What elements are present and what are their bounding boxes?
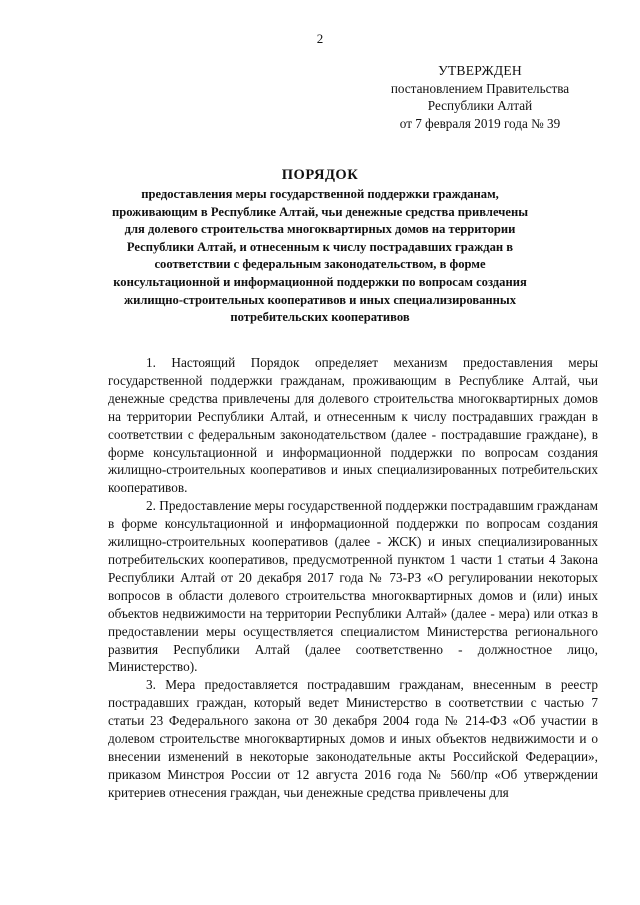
- document-subtitle: предоставления меры государственной поддержки гражданам, проживающим в Республике Алтай, чьи денежные средства привлечены для долевого строительства многоквартирных домов на территории Республики Алтай, и отнесенным к числу пострадавших граждан в соответствии с федеральным законодательством, в форме консультационной и информационной поддержки по вопросам создания жилищно-строительных кооперативов и иных специализированных потребительских кооперативов: [111, 187, 529, 325]
- approval-block: [356, 62, 604, 132]
- document-body: [108, 354, 598, 802]
- paragraph-2: 2. Предоставление меры государственной поддержки пострадавшим гражданам в форме консультационной и информационной поддержки по вопросам создания жилищно-строительных кооперативов (далее - ЖСК) и иных специализированных потребительских кооперативов, предусмотренной пунктом 1 части 1 статьи 4 Закона Республики Алтай от 20 декабря 2017 года № 73-РЗ «О регулировании некоторых вопросов в области долевого строительства многоквартирных домов и (или) иных объектов недвижимости на территории Республики Алтай» (далее - мера) или отказ в предоставлении меры осуществляется специалистом Министерства регионального развития Республики Алтай (далее соответственно - должностное лицо, Министерство).: [108, 498, 599, 675]
- document-title: ПОРЯДОК: [281, 167, 359, 183]
- paragraph-1: 1. Настоящий Порядок определяет механизм предоставления меры государственной поддержки гражданам, проживающим в Республике Алтай, чьи денежные средства привлечены для долевого строительства многоквартирных домов на территории Республики Алтай, и отнесенным к числу пострадавших граждан в соответствии с федеральным законодательством (далее - пострадавшие граждане), в форме консультационной и информационной поддержки по вопросам создания жилищно-строительных кооперативов и иных специализированных потребительских кооперативов.: [108, 355, 598, 496]
- approval-line: постановлением Правительства: [390, 80, 570, 96]
- paragraph-3: 3. Мера предоставляется пострадавшим гражданам, внесенным в реестр пострадавших граждан, который ведет Министерство в соответствии с частью 7 статьи 23 Федерального закона от 30 декабря 2004 года № 214-ФЗ «Об участии в долевом строительстве многоквартирных домов и иных объектов недвижимости и о внесении изменений в некоторые законодательные акты Российской Федерации», приказом Минстроя России от 12 августа 2016 года № 560/пр «Об утверждении критериев отнесения граждан, чьи денежные средства привлечены для: [108, 677, 598, 800]
- page-number: 2: [316, 31, 324, 46]
- approval-line: Республики Алтай: [427, 98, 533, 113]
- document-heading: [108, 164, 532, 327]
- approval-stamp: УТВЕРЖДЕН: [438, 63, 522, 78]
- approval-line: от 7 февраля 2019 года № 39: [399, 115, 561, 131]
